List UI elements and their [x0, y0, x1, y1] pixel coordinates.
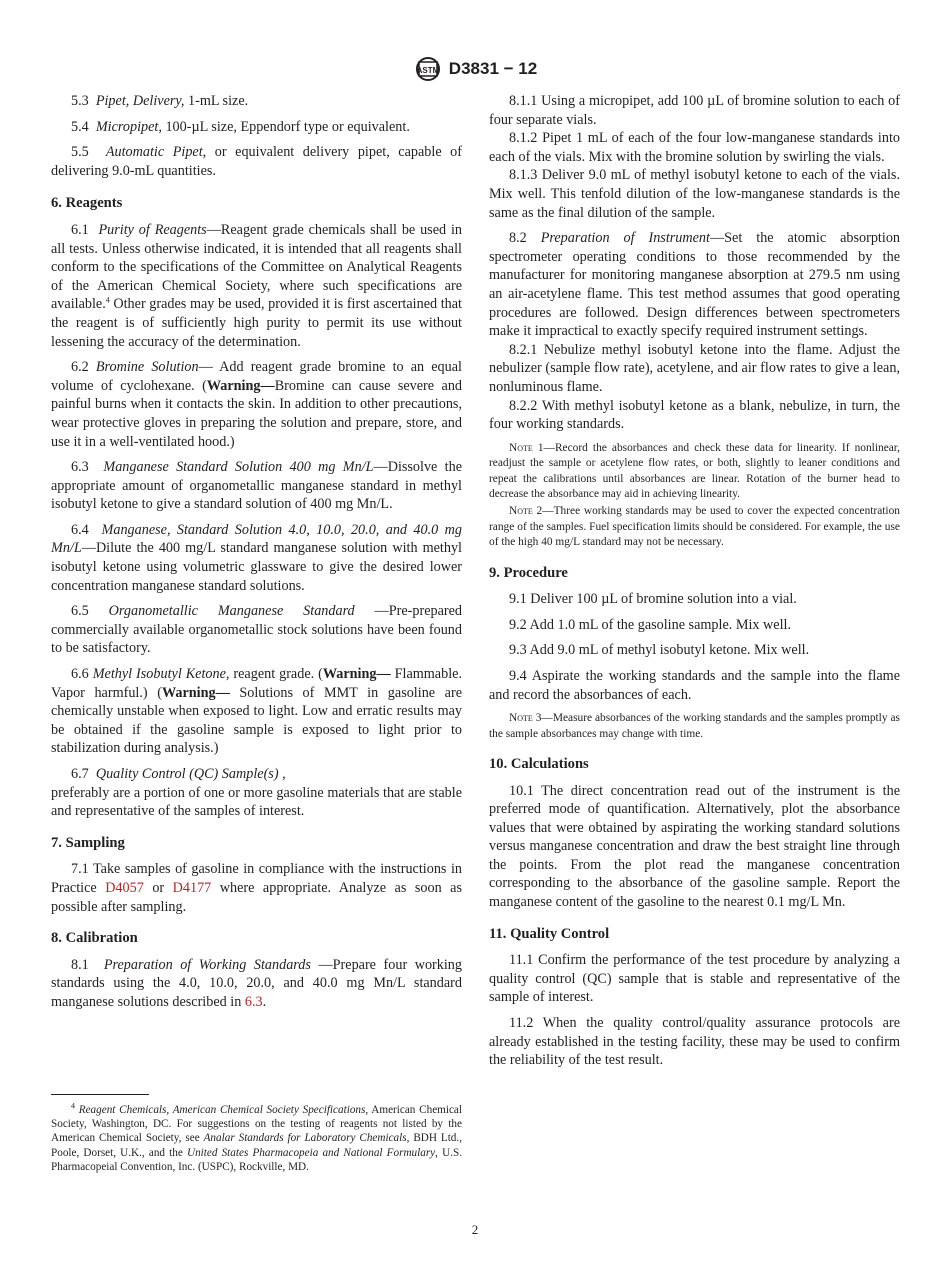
section-6-7: 6.7 Quality Control (QC) Sample(s) ,	[71, 766, 286, 782]
heading-sampling: 7. Sampling	[51, 834, 125, 851]
heading-calculations: 10. Calculations	[489, 755, 589, 772]
astm-logo-icon	[413, 56, 443, 82]
section-8-2: 8.2 Preparation of Instrument—Set the atomic absorption spectrometer operating conditions to those recommended by the manufacturer for monitoring manganese absorption at 279.5 nm using an air-acetylene flame. This test method assumes that good operating procedures are followed. Design differences between spectrometers make it impractical to exactly specify required instrument settings.	[489, 230, 901, 340]
right-column	[489, 92, 900, 1077]
footnote-4: $^4$ Reagent Chemicals, American Chemical Society Specifications, American Chemical Society, Washington, DC. For suggestions on the testing of reagents not listed by the American Chemical Society, see Analar Standards for Laboratory Chemicals, BDH Ltd., Poole, Dorset, U.K., and the United States Pharmacopeia and National Formulary, U.S. Pharmacopeial Convention, Inc. (USPC), Rockville, MD.	[51, 1101, 463, 1173]
page-number: 2	[471, 1222, 479, 1237]
section-6-6: 6.6 Methyl Isobutyl Ketone, reagent grade. (Warning— Flammable. Vapor harmful.) (Warning— Solutions of MMT in gasoline are chemically unstable when exposed to light. Low and erratic results may be obtained if the gasoline sample is exposed to light prior to stabilization during analysis.)	[51, 666, 462, 757]
link-d4057[interactable]: D4057	[105, 879, 144, 896]
link-section-6-3[interactable]: 6.3	[244, 993, 263, 1010]
section-8-2-2: 8.2.2 With methyl isobutyl ketone as a blank, nebulize, in turn, the four working standards.	[489, 397, 900, 433]
section-6-7-body: preferably are a portion of one or more gasoline materials that are stable and representative of the samples of interest.	[51, 784, 462, 820]
section-9-2: 9.2 Add 1.0 mL of the gasoline sample. Mix well.	[509, 616, 792, 633]
section-8-2-1: 8.2.1 Nebulize methyl isobutyl ketone into the flame. Adjust the nebulizer (sample flow rate), acetylene, and air flow rates to give a lean, nonluminous flame.	[489, 341, 900, 395]
section-9-1: 9.1 Deliver 100 µL of bromine solution into a vial.	[509, 591, 797, 608]
section-6-5: 6.5 Organometallic Manganese Standard —Pre-prepared commercially available organometallic stock solutions have been found to be satisfactory.	[51, 603, 463, 657]
heading-quality-control: 11. Quality Control	[489, 925, 610, 942]
section-11-1: 11.1 Confirm the performance of the test procedure by analyzing a quality control (QC) sample that is stable and representative of the sample of interest.	[489, 952, 900, 1006]
section-6-4: 6.4 Manganese, Standard Solution 4.0, 10.0, 20.0, and 40.0 mg Mn/L—Dilute the 400 mg/L standard manganese solution with methyl isobutyl ketone using volumetric glassware to give the desired lower concentration manganese standard solutions.	[51, 521, 462, 594]
section-9-4: 9.4 Aspirate the working standards and the sample into the flame and record the absorbances of each.	[489, 667, 900, 703]
section-8-1-3: 8.1.3 Deliver 9.0 mL of methyl isobutyl ketone to each of the vials. Mix well. This tenfold dilution of the low-manganese standards is the same as the final dilution of the sample.	[489, 167, 900, 221]
note-3: Note 3—Measure absorbances of the working standards and the samples promptly as the sample absorbances may change with time.	[489, 712, 900, 740]
footnote-ref[interactable]: 4	[105, 295, 110, 305]
section-6-3: 6.3 Manganese Standard Solution 400 mg Mn/L—Dissolve the appropriate amount of organometallic manganese standard in methyl isobutyl ketone to give a standard solution of 400 mg Mn/L.	[51, 459, 463, 513]
section-8-1-2: 8.1.2 Pipet 1 mL of each of the four low-manganese standards into each of the vials. Mix with the bromine solution by swirling the vials.	[489, 130, 900, 165]
heading-calibration: 8. Calibration	[51, 930, 138, 947]
link-d4177[interactable]: D4177	[172, 879, 212, 896]
section-6-2: 6.2 Bromine Solution— Add reagent grade bromine to an equal volume of cyclohexane. (Warning—Bromine can cause severe and painful burns when it contacts the skin. In addition to other precautions, wear protective gloves in preparing the solution and prepare, store, and use it in a well-ventilated hood.)	[51, 359, 463, 450]
note-1: Note 1—Record the absorbances and check these data for linearity. If nonlinear, readjust the sample or acetylene flow rates, or both, slightly to leaner conditions and repeat the calibrations until absorbances are linear. Rotation of the burner head to decrease the absorbance may aid in achieving linearity.	[489, 441, 900, 500]
svg-text:ASTM: ASTM	[416, 66, 440, 75]
section-5-3: 5.3 Pipet, Delivery, 1-mL size.	[71, 93, 249, 109]
section-8-1: 8.1 Preparation of Working Standards —Prepare four working standards using the 4.0, 10.0, 20.0, and 40.0 mg Mn/L standard manganese solutions described in 6.3.	[51, 956, 462, 1010]
section-5-5: 5.5 Automatic Pipet, or equivalent delivery pipet, capable of delivering 9.0-mL quantities.	[51, 144, 462, 179]
note-2: Note 2—Three working standards may be used to cover the expected concentration range of the samples. Fuel specification limits should be considered. For example, the use of the high 40 mg/L standard may not be necessary.	[489, 505, 900, 549]
heading-reagents: 6. Reagents	[51, 195, 123, 212]
section-7-1: 7.1 Take samples of gasoline in compliance with the instructions in Practice D4057 or D4177 where appropriate. Analyze as soon as possible after sampling.	[51, 861, 462, 915]
document-id: D3831 − 12	[448, 59, 538, 78]
section-10-1: 10.1 The direct concentration read out of the instrument is the preferred mode of quantification. Alternatively, plot the absorbance values that were obtained by aspirating the working standard solutions versus manganese concentration and draw the best straight line through the points. From the plot read the manganese concentration corresponding to the absorbance of the gasoline sample. Report the manganese content of the gasoline to the nearest 0.1 mg/L Mn.	[489, 782, 900, 911]
section-6-1: 6.1 Purity of Reagents—Reagent grade chemicals shall be used in all tests. Unless otherwise indicated, it is intended that all reagents shall conform to the specifications of the Committee on Analytical Reagents of the American Chemical Society, where such specifications are available.$^4$ Other grades may be used, provided it is first ascertained that the reagent is of sufficiently high purity to permit its use without lessening the accuracy of the determination.	[51, 221, 462, 350]
page-header	[0, 56, 950, 84]
section-8-1-1: 8.1.1 Using a micropipet, add 100 µL of bromine solution to each of four separate vials.	[489, 93, 900, 128]
left-column	[51, 92, 462, 1019]
section-11-2: 11.2 When the quality control/quality assurance protocols are already established in the testing facility, these may be used to confirm the reliability of the test result.	[489, 1015, 900, 1069]
heading-procedure: 9. Procedure	[489, 564, 568, 581]
footnote-divider	[51, 1094, 149, 1095]
section-9-3: 9.3 Add 9.0 mL of methyl isobutyl ketone. Mix well.	[509, 642, 810, 659]
section-5-4: 5.4 Micropipet, 100-µL size, Eppendorf type or equivalent.	[71, 118, 410, 135]
